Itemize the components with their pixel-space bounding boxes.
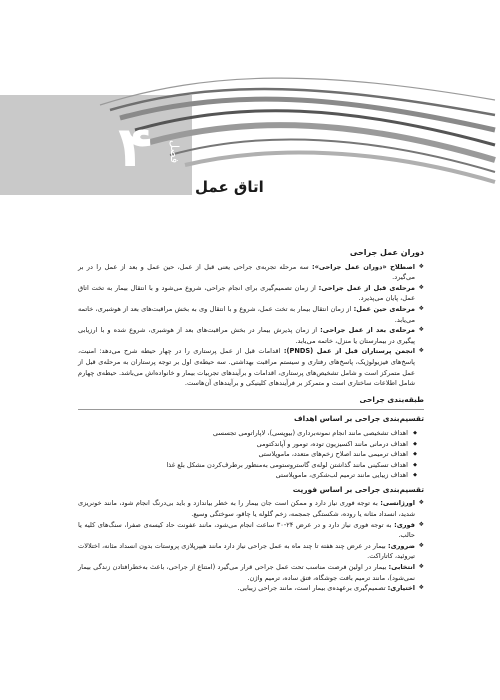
page-content bbox=[78, 248, 424, 594]
list-item: ❖ ضروری: بیمار در عرض چند هفته تا چند ماه به عمل جراحی نیاز دارد مانند هیپرپلازی پروستات بدون انسداد مثانه، اختلالات تیروئید، کاتاراکت. bbox=[78, 541, 424, 562]
section1-list bbox=[78, 262, 424, 389]
chapter-title: اتاق عمل bbox=[195, 178, 264, 196]
list-item: ❖ اختیاری: تصمیم‌گیری برعهده‌ی بیمار است، مانند جراحی زیبایی. bbox=[78, 583, 424, 594]
list-item: ◆ اهداف تسکینی مانند گذاشتن لوله‌ی گاستروستومی به‌منظور برطرف‌کردن مشکل بلع غذا bbox=[78, 460, 424, 471]
list-item: ❖ اصطلاح «دوران عمل جراحی»: سه مرحله تجربه‌ی جراحی یعنی قبل از عمل، حین عمل و بعد از عمل را در بر می‌گیرد. bbox=[78, 262, 424, 283]
list-item: ❖ انتخابی: بیمار در اولین فرصت مناسب تحت عمل جراحی قرار می‌گیرد (امتناع از جراحی، باعث به‌خطرافتادن زندگی بیمار نمی‌شود)، مانند ترمیم بافت جوشگاه، فتق ساده، ترمیم واژن. bbox=[78, 562, 424, 583]
list-item: ◆ اهداف زیبایی مانند ترمیم لب‌شکری، ماموپلاستی bbox=[78, 470, 424, 481]
list-item: ◆ اهداف درمانی مانند اکسیزیون توده، تومور و آپاندکتومی bbox=[78, 439, 424, 450]
chapter-number: ۴ bbox=[118, 115, 153, 180]
urgency-list bbox=[78, 498, 424, 593]
list-item: ❖ فوری: به توجه فوری نیاز دارد و در عرض ۲۴-۳۰ ساعت انجام می‌شود، مانند عفونت حاد کیسه‌ی صفرا، سنگ‌های کلیه یا حالب. bbox=[78, 520, 424, 541]
list-item: ◆ اهداف تشخیصی مانند انجام نمونه‌برداری (بیوپسی)، لاپاراتومی تجسسی bbox=[78, 428, 424, 439]
list-item: ❖ اورژانسی: به توجه فوری نیاز دارد و ممکن است جان بیمار را به خطر بیاندازد و باید بی‌درنگ انجام شود، مانند خونریزی شدید، انسداد مثانه یا روده، شکستگی جمجمه، زخم گلوله یا چاقو، سوختگی وسیع. bbox=[78, 498, 424, 519]
list-item: ❖ مرحله‌ی قبل از عمل جراحی: از زمان تصمیم‌گیری برای انجام جراحی، شروع می‌شود و با انتقال بیمار به تخت اتاق عمل، پایان می‌پذیرد. bbox=[78, 283, 424, 304]
subsection-heading: تقسیم‌بندی جراحی بر اساس اهداف bbox=[293, 414, 424, 424]
section-heading: دوران عمل جراحی bbox=[349, 248, 424, 257]
list-item: ❖ مرحله‌ی بعد از عمل جراحی: از زمان پذیرش بیمار در بخش مراقبت‌های بعد از هوشبری، شروع شده و با ارزیابی پیگیری در بیمارستان یا منزل، خاتمه می‌یابد. bbox=[78, 325, 424, 346]
divider bbox=[78, 409, 424, 410]
goals-list bbox=[78, 428, 424, 481]
list-item: ❖ انجمن پرستاران قبل از عمل (PNDS): اقدامات قبل از عمل پرستاری را در چهار حیطه شرح می‌دهد: امنیت، پاسخ‌های فیزیولوژیک، پاسخ‌های رفتاری و سیستم مراقبت بهداشتی. سه حیطه‌ی اول بر توجه پرستاران به مرحله‌ی قبل از عمل متمرکز است و شامل تشخیص‌های پرستاری، اقدامات و برآیندهای تجربیات بیمار و خانواده‌اش می‌باشد. حیطه‌ی چهارم شامل اطلاعات ساختاری است و متمرکز بر فرآیندهای کلینیکی و برآیندهای آن‌هاست. bbox=[78, 346, 424, 388]
chapter-label: فصل bbox=[168, 140, 181, 164]
subsection-heading: تقسیم‌بندی جراحی بر اساس فوریت bbox=[292, 484, 424, 494]
list-item: ❖ مرحله‌ی حین عمل: از زمان انتقال بیمار به تخت عمل، شروع و با انتقال وی به بخش مراقبت‌های بعد از هوشبری، خاتمه می‌یابد. bbox=[78, 304, 424, 325]
list-item: ◆ اهداف ترمیمی مانند اصلاح زخم‌های متعدد، ماموپلاستی bbox=[78, 449, 424, 460]
section-heading: طبقه‌بندی جراحی bbox=[359, 394, 424, 404]
